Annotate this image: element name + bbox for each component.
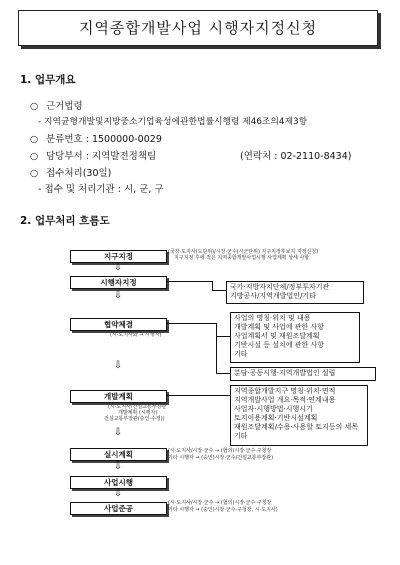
note-4a: (시·도지사/건설교통부장관 xyxy=(108,404,167,410)
stage-operator-designation: 시행자지정 xyxy=(70,276,167,289)
down-arrow-icon: ⇩ xyxy=(113,360,123,371)
note-4b: 개발계획 (시행자) xyxy=(118,410,158,416)
dept-row xyxy=(30,148,156,162)
note-5a: (시·도지사/시장·군수 → (협의)시장·군수·구청장 xyxy=(168,448,272,454)
down-arrow-icon: ⇩ xyxy=(113,461,123,472)
circle-bullet-icon: ○ xyxy=(30,151,39,162)
department: 담당부서 : 지역발전정책팀 xyxy=(46,151,157,162)
basis-row xyxy=(30,98,83,112)
note-5b: 기타 시행자 → (승인)시장·군수/건설교통부장관) xyxy=(168,455,274,461)
circle-bullet-icon: ○ xyxy=(30,134,39,145)
stage-district-designation: 지구지정 xyxy=(70,250,167,263)
note-7a: (시·도지사/시장·군수 → (협의)시장·군수·구청장 xyxy=(168,500,272,506)
agency-row xyxy=(38,181,164,195)
circle-bullet-icon: ○ xyxy=(30,168,39,179)
basis-label: 근거법령 xyxy=(46,101,83,112)
stage-completion: 사업준공 xyxy=(70,502,167,515)
dash-bullet-icon: - xyxy=(38,184,45,195)
development-plan-box: 지역종합개발지구 명칭·위치·면적 지역개발사업 개요·목적·연계내용 사업자·시행방법·시행시기 토지이용계획·기반시설계획 재원조달계획/수용·사용할 토지등의 세목 기타 xyxy=(230,385,368,446)
basis-detail: 지역균형개발및지방중소기업육성에관한법률시행령 제46조의4제3항 xyxy=(43,117,308,127)
agreement-contents-box: 사업의 명칭·위치 및 내용 개발계획 및 사업에 관한 사항 사업계획서 및 재원조달계획 기반시설 등 설치에 관한 사항 기타 xyxy=(230,312,360,363)
note-7b: 기타 시행자 → (승인)시장·군수·구청장, 시·도지사) xyxy=(168,507,278,513)
number-row xyxy=(30,131,162,145)
dash-bullet-icon: - xyxy=(38,117,44,127)
down-arrow-icon: ⇩ xyxy=(113,488,123,499)
circle-bullet-icon: ○ xyxy=(30,101,39,112)
joint-operation-box: 분담·공동시행·지역개발법인 설립 xyxy=(230,367,376,381)
note-3: (시·도지사와 → 시행자) xyxy=(110,332,162,338)
down-arrow-icon: ⇩ xyxy=(113,427,123,438)
processing-period: 접수처리(30일) xyxy=(46,168,112,179)
classification-number: 분류번호 : 1500000-0029 xyxy=(46,134,162,145)
stage-project-execution: 사업시행 xyxy=(70,476,167,489)
note-4c: 건설교통부장관(승인·수정)) xyxy=(104,416,165,422)
operator-types-box: 국가·지방자치단체/정부투자기관 지방공사/지역개발법인/기타 xyxy=(226,281,364,304)
down-arrow-icon: ⇩ xyxy=(113,262,123,273)
basis-detail-row xyxy=(38,114,307,127)
stage-implementation-plan: 실시계획 xyxy=(70,448,167,461)
section-1-heading: 1. 업무개요 xyxy=(20,74,76,86)
page-title: 지역종합개발사업 시행자지정신청 xyxy=(78,19,318,37)
period-row xyxy=(30,165,111,179)
stage-agreement: 협약체결 xyxy=(70,318,167,331)
down-arrow-icon: ⇩ xyxy=(113,290,123,301)
note-1b: 지구지정 후에 적은 지역종합개발사업시행 사업계획 상세 사항 xyxy=(174,255,310,261)
title-box xyxy=(18,10,378,46)
note-1a: (국장·도지사(도단위)/시장·군수(시군단위) 지구지정후보지 지정신청) xyxy=(168,249,319,255)
stage-development-plan: 개발계획 xyxy=(70,390,167,403)
processing-agency: 접수 및 처리기관 : 시, 군, 구 xyxy=(44,184,164,195)
contact: (연락처 : 02-2110-8434) xyxy=(240,151,352,162)
section-2-heading: 2. 업무처리 흐름도 xyxy=(20,215,110,227)
